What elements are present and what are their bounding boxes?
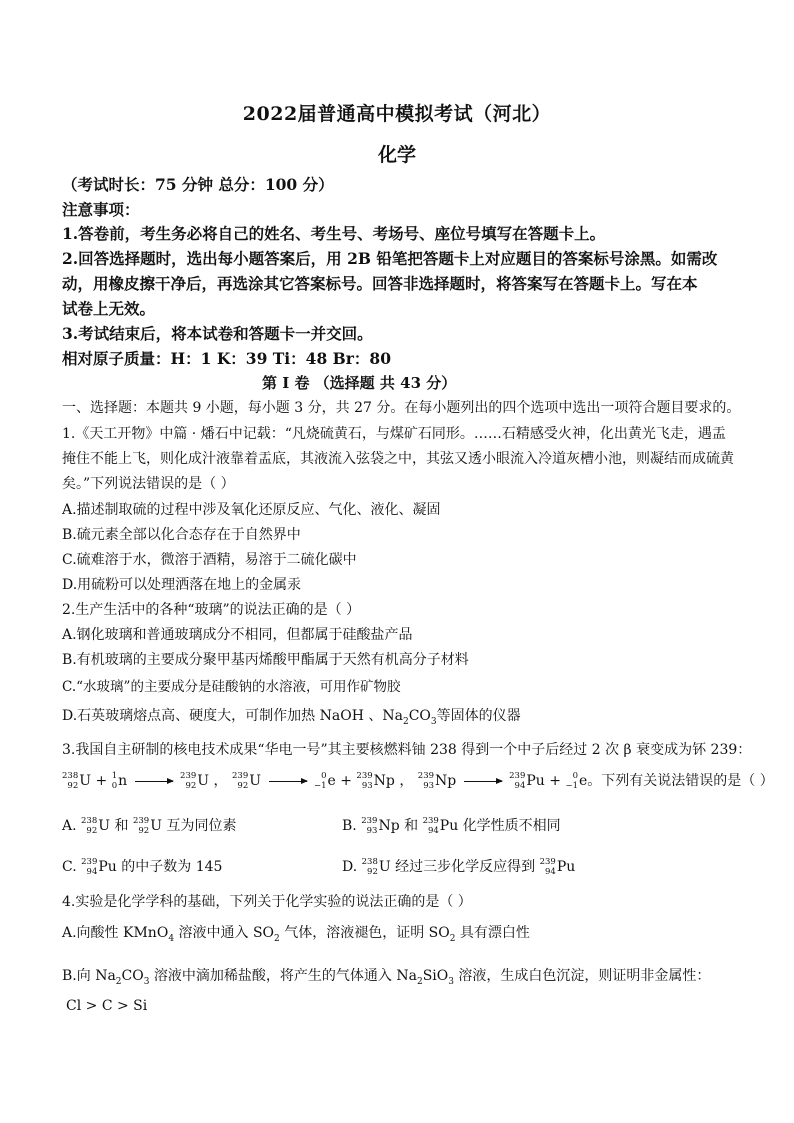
notice-item-3: 3.考试结束后，将本试卷和答题卡一并交回。: [62, 324, 373, 343]
atomic-mass-line: 相对原子质量：H：1 K：39 Ti：48 Br：80: [62, 349, 391, 368]
q3-equation-line: 238 92 U + 1 0 n 239 92 U ， 239 92 U 0 −1 e + 239 93 Np ， 239 93 Np 239 94 Pu + 0 −1 e。下列有关说法错误的是（ ）: [62, 771, 774, 791]
exam-time-total: （考试时长：75 分钟 总分：100 分）: [62, 175, 334, 194]
q2-stem: 2.生产生活中的各种“玻璃”的说法正确的是（ ）: [62, 602, 361, 618]
notice-item-1: 1.答卷前，考生务必将自己的姓名、考生号、考场号、座位号填写在答题卡上。: [62, 224, 606, 243]
q1-option-b: B.硫元素全部以化合态存在于自然界中: [62, 527, 301, 543]
q2-option-b: B.有机玻璃的主要成分聚甲基丙烯酸甲酯属于天然有机高分子材料: [62, 652, 469, 668]
reaction-arrow-icon: [464, 781, 502, 782]
q1-stem-line1: 1.《天工开物》中篇 · 燔石中记载：“凡烧硫黄石，与煤矿石同形。……石精感受火神，化出黄光飞走，遇盂: [62, 426, 726, 442]
q2-option-c: C.“水玻璃”的主要成分是硅酸钠的水溶液，可用作矿物胶: [62, 679, 401, 695]
section-title: 第 I 卷 （选择题 共 43 分）: [262, 374, 457, 392]
notice-title: 注意事项：: [62, 200, 140, 219]
q3-option-d: D. 238 92 U 经过三步化学反应得到 239 94 Pu: [342, 857, 576, 877]
q3-stem: 3.我国自主研制的核电技术成果“华电一号”其主要核燃料铀 238 得到一个中子后经过 2 次 β 衰变成为钚 239：: [62, 742, 752, 758]
nuclide-electron: 0 −1 e: [313, 771, 336, 791]
q1-option-d: D.用硫粉可以处理洒落在地上的金属汞: [62, 577, 302, 593]
nuclide-u239: 239 92 U: [232, 771, 262, 791]
q3-option-b: B. 239 93 Np 和 239 94 Pu 化学性质不相同: [342, 816, 561, 836]
exam-title: 2022届普通高中模拟考试（河北）: [242, 103, 552, 125]
q1-option-c: C.硫难溶于水，微溶于酒精，易溶于二硫化碳中: [62, 552, 357, 568]
q3-option-a: A. 238 92 U 和 239 92 U 互为同位素: [62, 816, 237, 836]
q2-option-d: D.石英玻璃熔点高、硬度大，可制作加热 NaOH 、$Na_2CO_3$等固体的仪器: [62, 708, 521, 727]
nuclide-electron: 0 −1 e: [565, 771, 588, 791]
q4-option-b-line2: Cl > C > Si: [66, 998, 148, 1014]
q4-option-a: A.向酸性 KMnO$_4$ 溶液中通入 $SO_2$ 气体，溶液褪色，证明 $SO_2$ 具有漂白性: [62, 925, 530, 944]
q2-option-a: A.钢化玻璃和普通玻璃成分不相同，但都属于硅酸盐产品: [62, 627, 413, 643]
q1-stem-line3: 矣。”下列说法错误的是（ ）: [62, 476, 235, 492]
nuclide-neutron: 1 0 n: [111, 771, 128, 791]
subject-title: 化学: [377, 144, 416, 166]
reaction-arrow-icon: [269, 781, 307, 782]
nuclide-np239: 239 93 Np: [417, 771, 457, 791]
reaction-arrow-icon: [135, 781, 173, 782]
section-instruction: 一、选择题：本题共 9 小题，每小题 3 分，共 27 分。在每小题列出的四个选项中选出一项符合题目要求的。: [62, 400, 741, 416]
nuclide-np239: 239 93 Np: [356, 771, 395, 791]
nuclide-u239: 239 92 U: [180, 771, 210, 791]
q3-option-c: C. 239 94 Pu 的中子数为 145: [62, 857, 223, 877]
notice-item-2-line1: 2.回答选择题时，选出每小题答案后，用 2B 铅笔把答题卡上对应题目的答案标号涂黑。如需改: [62, 249, 718, 268]
q4-option-b: B.向 $Na_2CO_3$ 溶液中滴加稀盐酸，将产生的气体通入 $Na_2SiO_3$ 溶液，生成白色沉淀，则证明非金属性：: [62, 968, 711, 987]
notice-item-2-line2: 动，用橡皮擦干净后，再选涂其它答案标号。回答非选择题时，将答案写在答题卡上。写在本: [62, 274, 698, 293]
q1-stem-line2: 掩住不能上飞，则化成汁液靠着盂底，其液流入弦袋之中，其弦又透小眼流入冷道灰槽小池，则凝结而成硫黄: [62, 451, 734, 467]
q4-stem: 4.实验是化学学科的基础，下列关于化学实验的说法正确的是（ ）: [62, 894, 472, 910]
q1-option-a: A.描述制取硫的过程中涉及氧化还原反应、气化、液化、凝固: [62, 502, 441, 518]
notice-item-2-line3: 试卷上无效。: [62, 299, 156, 318]
nuclide-u238: 238 92 U: [62, 771, 92, 791]
nuclide-pu239: 239 94 Pu: [509, 771, 545, 791]
